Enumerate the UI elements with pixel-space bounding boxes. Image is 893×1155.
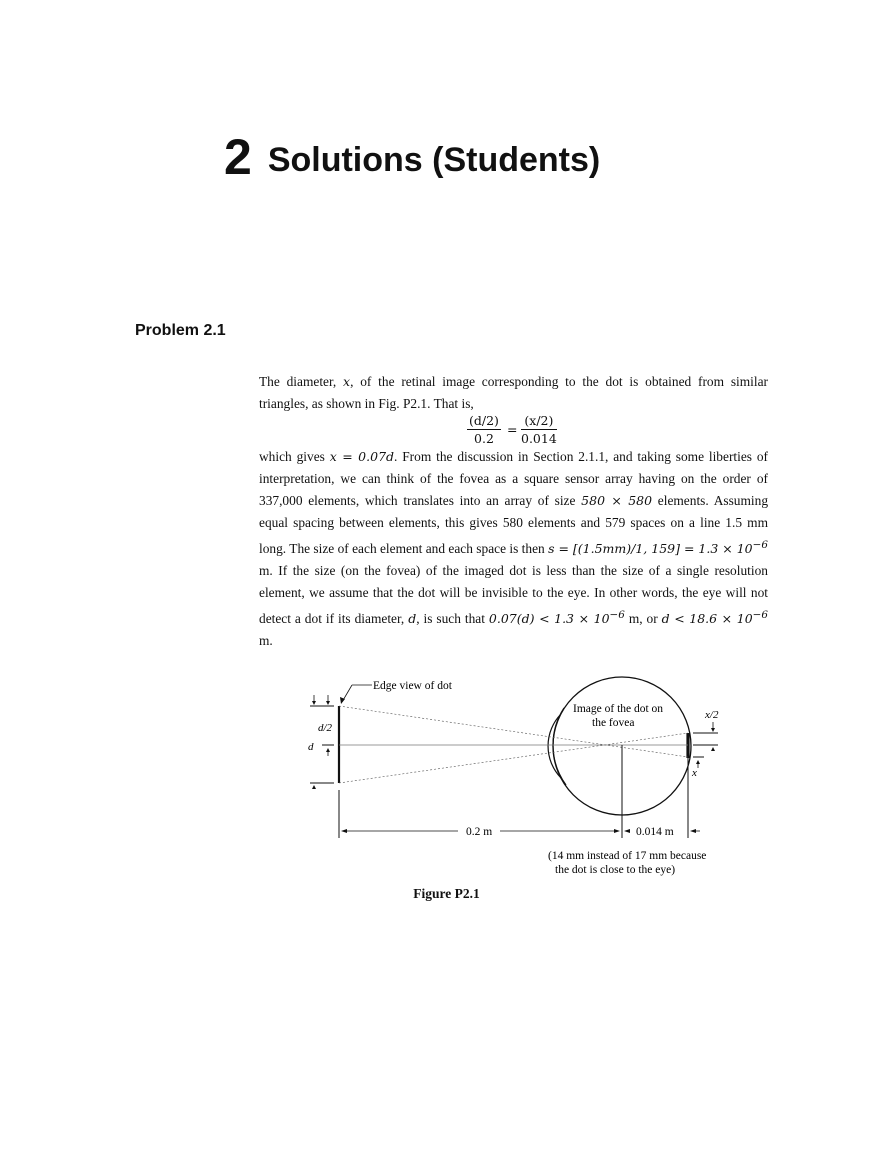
x-half-label: x/2 <box>705 709 719 721</box>
math-x-equals: x = 0.07d <box>329 449 395 464</box>
solution-text-3: elements. Assuming equal spacing between elements, this gives 580 elements and 579 spaces on a line 1.5 mm long. The size of each element and each space is then <box>259 493 769 557</box>
d-arrow-bottom <box>312 785 316 789</box>
chapter-number: 2 <box>224 129 252 185</box>
math-d: d <box>408 611 417 627</box>
edge-view-label: Edge view of dot <box>373 680 452 692</box>
equals-sign: = <box>507 422 518 437</box>
math-inequality-1-exponent: −6 <box>609 609 625 622</box>
d-half-arrow <box>326 748 330 752</box>
chapter-heading <box>224 128 600 186</box>
focal-length-label: 0.014 m <box>636 826 674 838</box>
fraction-right <box>521 413 557 446</box>
intro-text-1: The diameter, <box>259 374 344 389</box>
fraction-left-denominator: 0.2 <box>474 431 494 446</box>
x-label: x <box>692 767 697 779</box>
solution-text-7: m. <box>259 633 273 649</box>
image-label-line1: Image of the dot on <box>573 703 664 715</box>
dist-arrow-left <box>341 829 347 833</box>
image-label-line2: the fovea <box>592 717 635 729</box>
note-line1: (14 mm instead of 17 mm because <box>548 850 707 862</box>
fraction-left <box>467 413 501 446</box>
intro-text-2: , of the retinal image corresponding to the dot is obtained from similar triangles, as shown in Fig. P2.1. That is, <box>259 374 769 411</box>
math-element-size-base: s = [(1.5mm)/1, 159] = 1.3 × 10 <box>548 541 753 557</box>
x-arrow-mid <box>711 747 715 751</box>
problem-heading: Problem 2.1 <box>135 322 226 339</box>
solution-text-2: . From the discussion in Section 2.1.1, and taking some liberties of interpretation, we can think of the fovea as a square sensor array having on the order of 337,000 elements, which translates into an array of size <box>259 449 769 508</box>
fraction-right-denominator: 0.014 <box>521 431 557 446</box>
focal-arrow-right <box>690 829 696 833</box>
d-arrow-top <box>326 701 330 705</box>
solution-text-5: , is such that <box>416 611 489 627</box>
math-inequality-1 <box>489 611 625 626</box>
focal-arrow-left <box>624 829 630 833</box>
math-inequality-1-base: 0.07(d) < 1.3 × 10 <box>488 611 610 627</box>
x-arrow-top <box>711 728 715 732</box>
lens-arc <box>548 714 561 778</box>
d-label: d <box>308 741 314 753</box>
math-array-size: 580 × 580 <box>581 493 653 508</box>
dist-arrow-right <box>614 829 620 833</box>
solution-text-1: which gives <box>259 449 330 464</box>
solution-text-4: m. If the size (on the fovea) of the imaged dot is less than the size of a single resolution element, we assume that the dot will be invisible to the eye. In other words, the eye will not detect a dot if its diameter, <box>259 563 768 627</box>
chapter-title: Solutions (Students) <box>267 141 601 179</box>
paragraph-intro <box>259 371 768 415</box>
x-arrow-bottom <box>696 760 700 764</box>
distance-label: 0.2 m <box>466 826 493 838</box>
figure-p2-1 <box>300 672 740 887</box>
var-x: x <box>343 374 351 389</box>
math-element-size-exponent: −6 <box>752 539 768 551</box>
math-inequality-2-base: d < 18.6 × 10 <box>661 611 753 627</box>
math-inequality-2-exponent: −6 <box>752 609 768 622</box>
math-element-size <box>548 541 768 556</box>
note-line2: the dot is close to the eye) <box>555 864 676 876</box>
fraction-right-numerator: (x/2) <box>521 413 557 430</box>
d-full-arrow-top <box>312 701 316 705</box>
math-inequality-2 <box>662 611 768 626</box>
figure-caption: Figure P2.1 <box>413 886 480 901</box>
fraction-left-numerator: (d/2) <box>469 413 499 428</box>
d-half-label: d/2 <box>318 722 333 734</box>
ray-bottom <box>339 733 688 783</box>
solution-text-6: m, or <box>624 611 662 627</box>
cornea-arc <box>553 708 566 785</box>
paragraph-solution <box>259 446 768 652</box>
